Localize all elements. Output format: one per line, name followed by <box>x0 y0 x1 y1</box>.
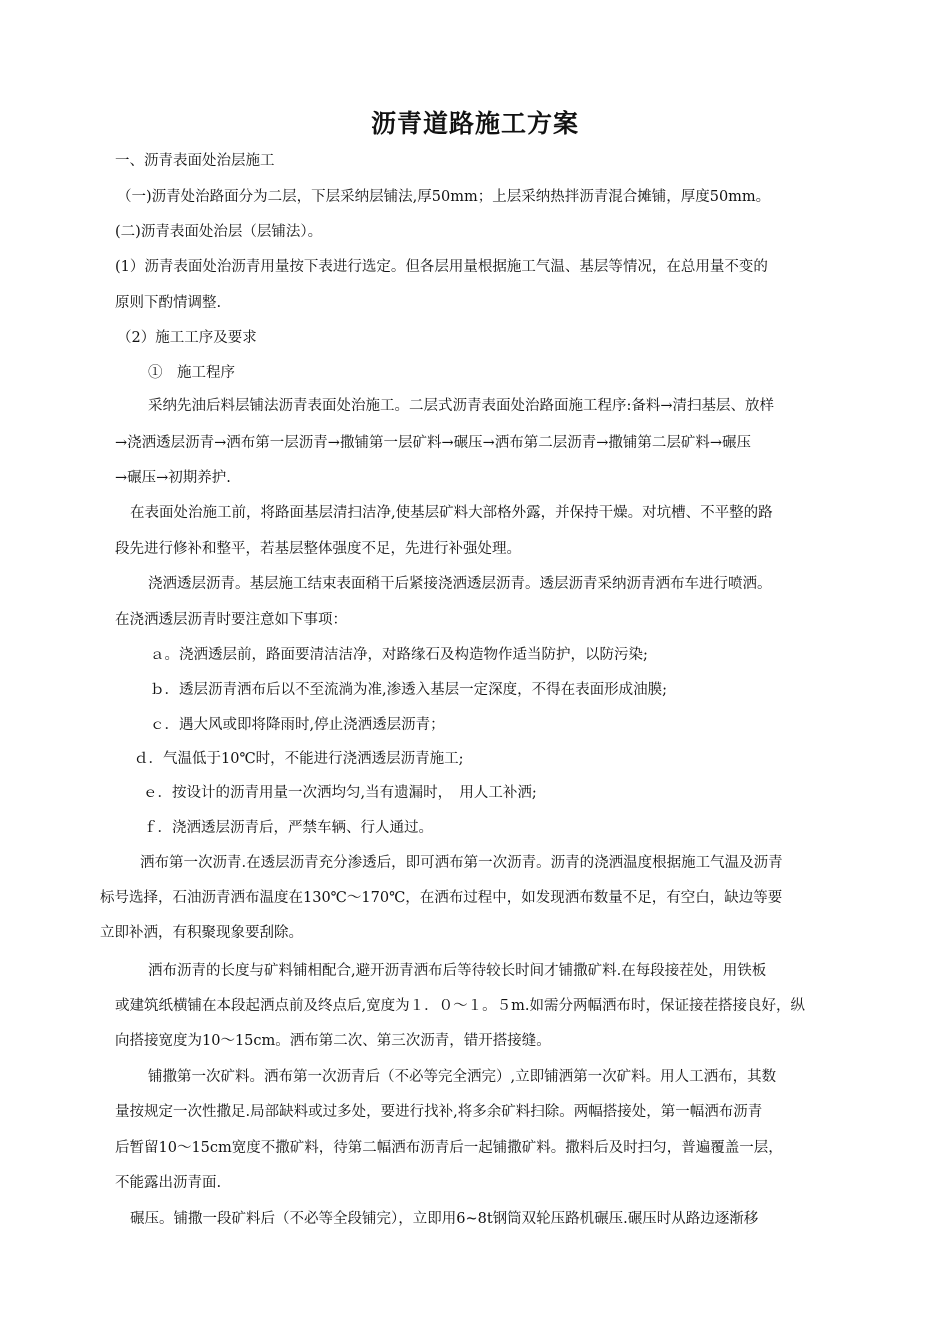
paragraph-line: 洒布第一次沥青.在透层沥青充分渗透后，即可洒布第一次沥青。沥青的浇洒温度根据施工气温及沥青 <box>140 855 783 871</box>
paragraph-line: 在表面处治施工前，将路面基层清扫洁净,使基层矿料大部格外露，并保持干燥。对坑槽、不平整的路 <box>130 505 773 521</box>
list-item-b: ｂ．透层沥青洒布后以不至流淌为准,渗透入基层一定深度，不得在表面形成油膜; <box>150 682 667 698</box>
paragraph-line: 浇洒透层沥青。基层施工结束表面稍干后紧接浇洒透层沥青。透层沥青采纳沥青洒布车进行喷洒。 <box>148 576 772 592</box>
paragraph-line: 铺撒第一次矿料。洒布第一次沥青后（不必等完全洒完）,立即铺洒第一次矿料。用人工洒布，其数 <box>148 1069 777 1085</box>
paragraph-line: 原则下酌情调整. <box>115 295 222 311</box>
paragraph-line: ① 施工程序 <box>148 365 235 381</box>
paragraph-line: 向搭接宽度为10～15cm。洒布第二次、第三次沥青，错开搭接缝。 <box>115 1033 551 1049</box>
section-heading-1: 一、沥青表面处治层施工 <box>115 153 275 169</box>
paragraph-line: 段先进行修补和整平，若基层整体强度不足，先进行补强处理。 <box>115 541 521 557</box>
list-item-d: ｄ．气温低于10℃时，不能进行浇洒透层沥青施工; <box>134 751 464 767</box>
paragraph-line: 或建筑纸横铺在本段起洒点前及终点后,宽度为１．０～１。５m.如需分两幅洒布时，保证接茬搭接良好，纵 <box>115 998 805 1014</box>
paragraph-line: →浇洒透层沥青→洒布第一层沥青→撒铺第一层矿料→碾压→洒布第二层沥青→撒铺第二层矿料→碾压 <box>115 435 752 451</box>
list-item-a: ａ。浇洒透层前，路面要清洁洁净，对路缘石及构造物作适当防护，以防污染; <box>150 647 648 663</box>
document-title: 沥青道路施工方案 <box>370 109 579 138</box>
paragraph-line: 标号选择，石油沥青洒布温度在130℃～170℃，在洒布过程中，如发现洒布数量不足，有空白，缺边等要 <box>100 890 783 906</box>
list-item-c: ｃ．遇大风或即将降雨时,停止浇洒透层沥青； <box>150 717 445 733</box>
paragraph-line: 采纳先油后料层铺法沥青表面处治施工。二层式沥青表面处治路面施工程序:备料→清扫基层、放样 <box>148 398 775 414</box>
paragraph-line: 量按规定一次性撒足.局部缺料或过多处，要进行找补,将多余矿料扫除。两幅搭接处，第一幅洒布沥青 <box>115 1104 763 1120</box>
list-item-e: ｅ．按设计的沥青用量一次洒均匀,当有遗漏时， 用人工补洒; <box>143 785 537 801</box>
paragraph-line: 洒布沥青的长度与矿料铺相配合,避开沥青洒布后等待较长时间才铺撒矿料.在每段接茬处，用铁板 <box>148 963 767 979</box>
paragraph-line: 立即补洒，有积聚现象要刮除。 <box>100 925 303 941</box>
paragraph-line: 后暂留10～15cm宽度不撒矿料，待第二幅洒布沥青后一起铺撒矿料。撒料后及时扫匀，普遍覆盖一层， <box>115 1140 783 1156</box>
paragraph-line: （一)沥青处治路面分为二层，下层采纳层铺法,厚50mm；上层采纳热拌沥青混合摊铺，厚度50mm。 <box>117 189 771 205</box>
paragraph-line: (1）沥青表面处治沥青用量按下表进行选定。但各层用量根据施工气温、基层等情况，在总用量不变的 <box>115 259 768 275</box>
paragraph-line: →碾压→初期养护. <box>115 470 231 486</box>
paragraph-line: (二)沥青表面处治层（层铺法）。 <box>115 224 323 240</box>
paragraph-line: 在浇洒透层沥青时要注意如下事项： <box>115 612 347 628</box>
paragraph-line: （2）施工工序及要求 <box>117 330 257 346</box>
list-item-f: ｆ．浇洒透层沥青后，严禁车辆、行人通过。 <box>143 820 433 836</box>
paragraph-line: 碾压。铺撒一段矿料后（不必等全段铺完），立即用6~8t钢筒双轮压路机碾压.碾压时从路边逐渐移 <box>130 1211 759 1227</box>
paragraph-line: 不能露出沥青面. <box>115 1175 222 1191</box>
